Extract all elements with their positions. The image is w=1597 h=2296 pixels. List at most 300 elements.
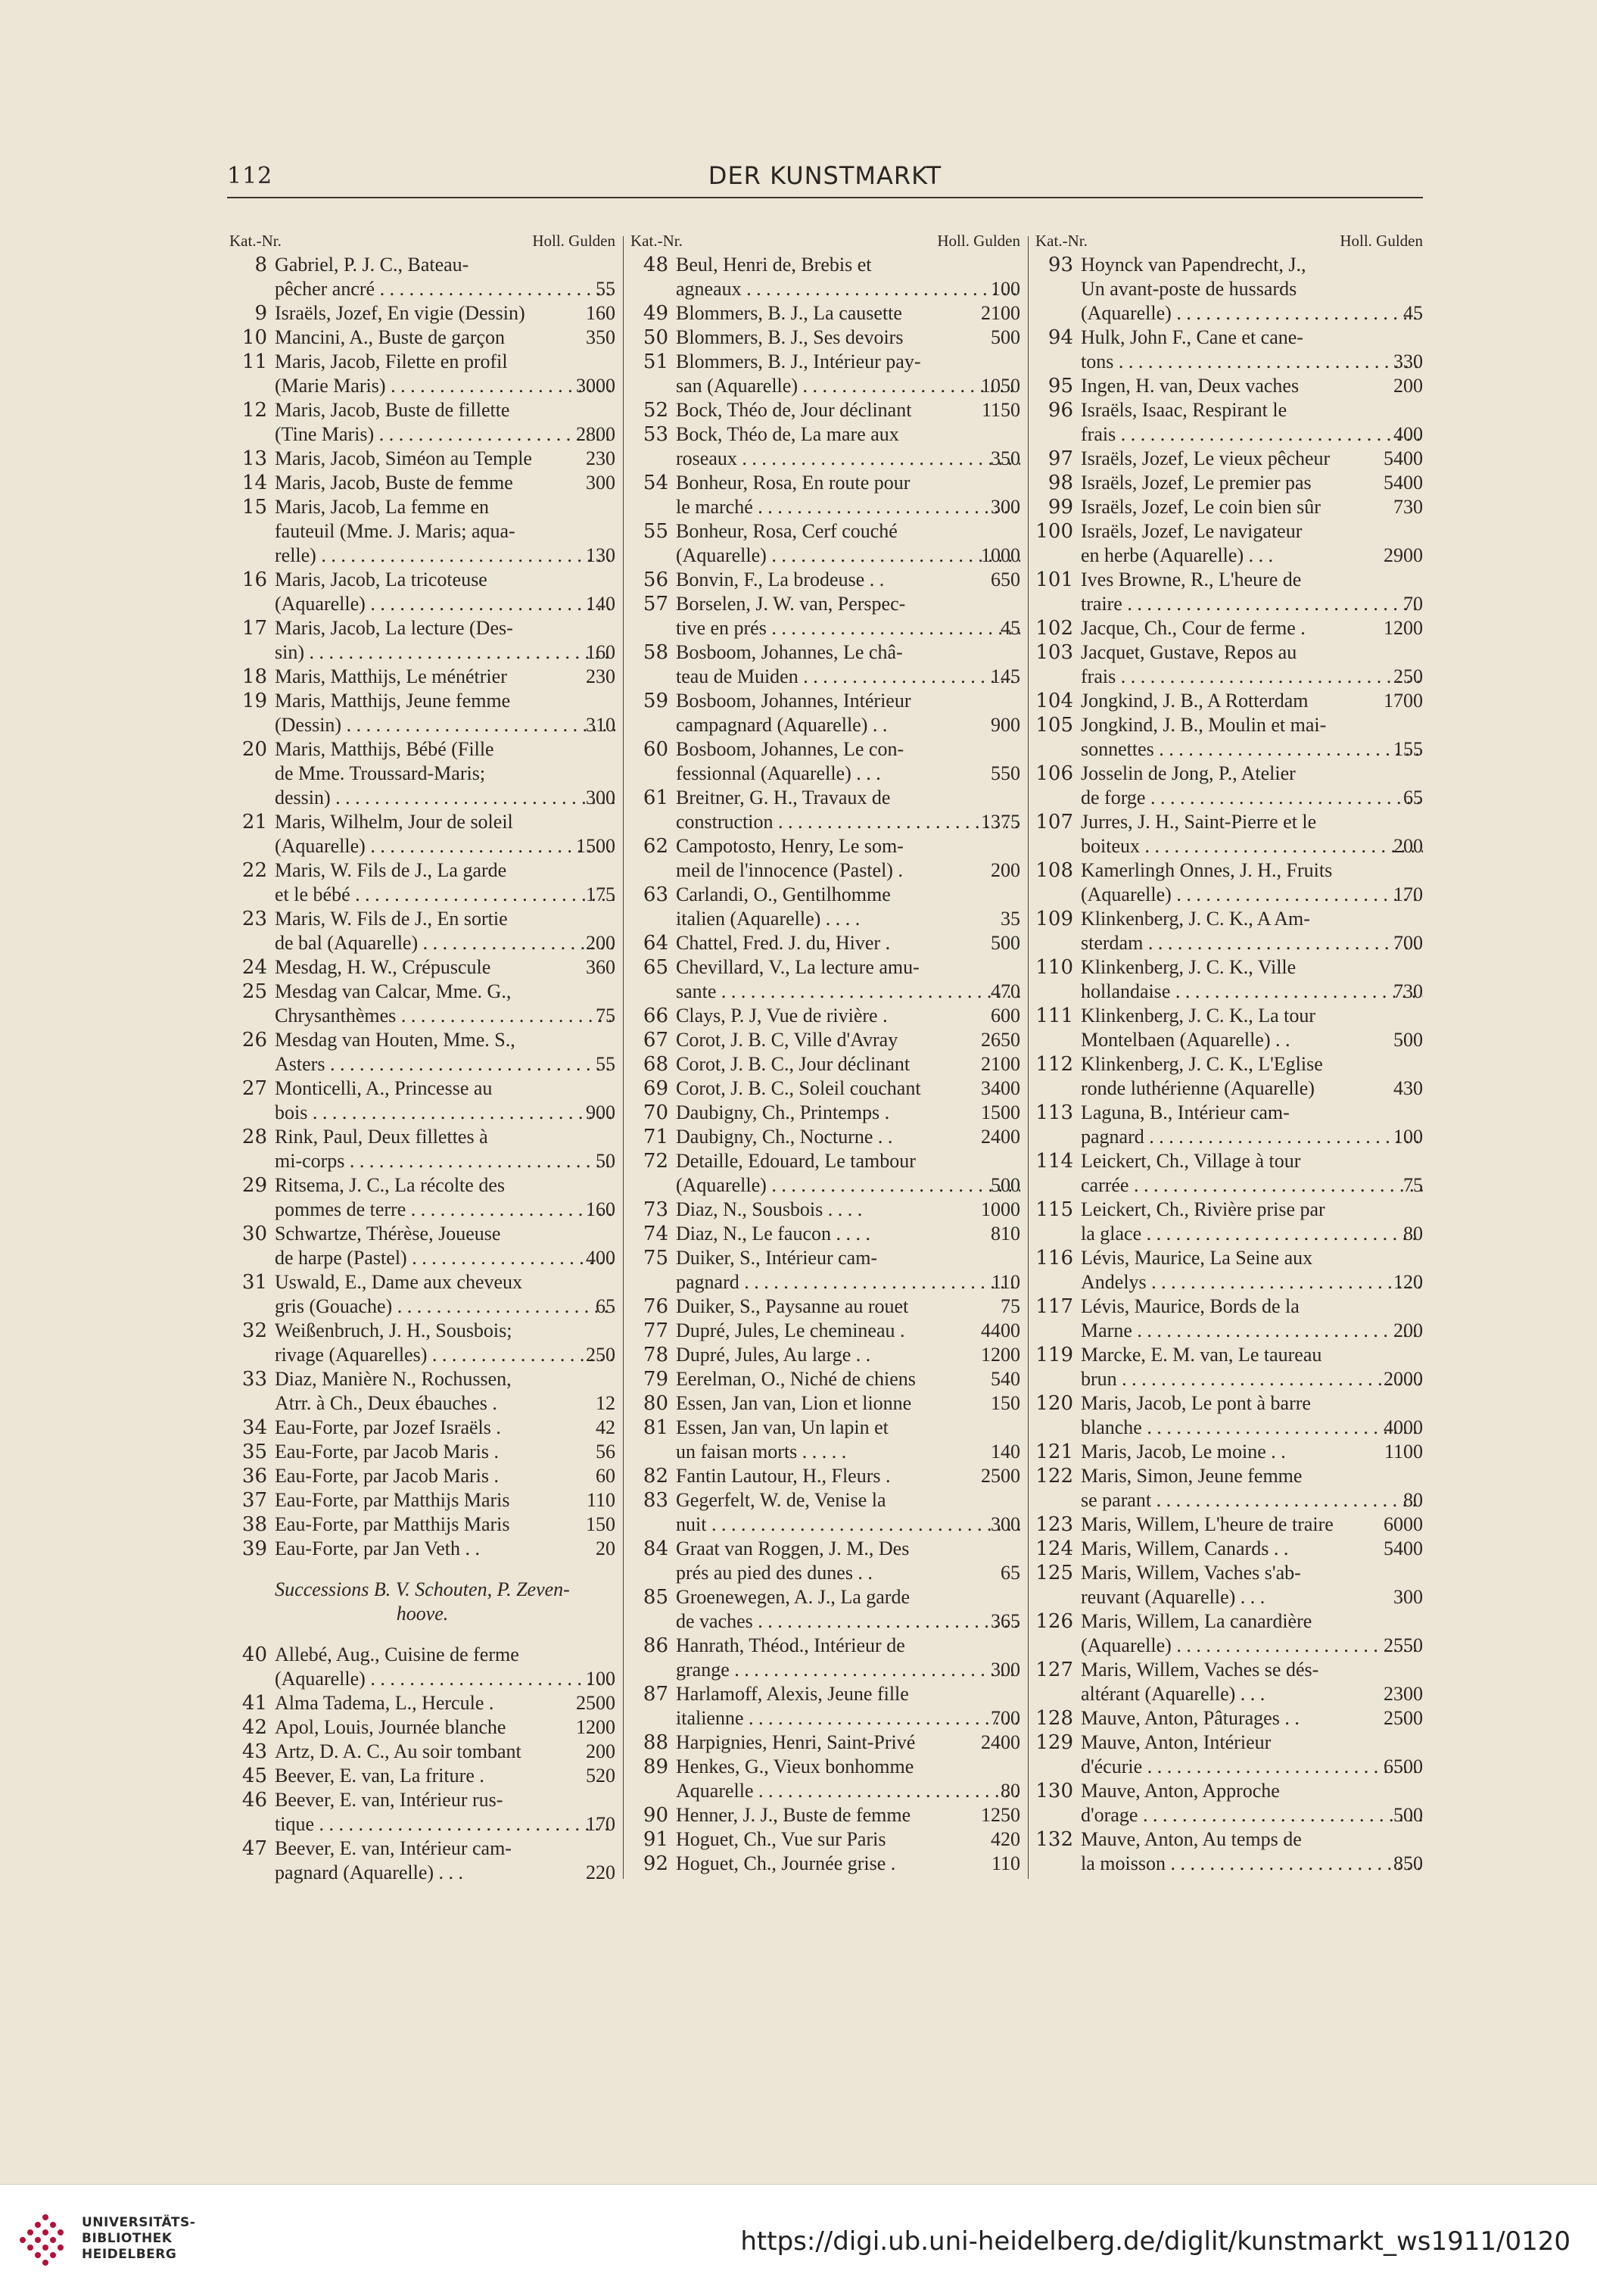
catalog-column-2 [630, 232, 1020, 1876]
catalog-entry-line [229, 495, 615, 519]
catalog-number: 95 [1048, 375, 1073, 397]
column-header [630, 232, 1020, 253]
price-gulden: 80 [1001, 1780, 1020, 1802]
entry-text: (Marie Maris) . . . [275, 374, 550, 398]
catalog-number: 76 [643, 1295, 668, 1318]
page-number: 112 [227, 163, 273, 189]
catalog-entry-line [1035, 1803, 1423, 1827]
entry-text: Eau-Forte, par Jacob Maris . [275, 1465, 500, 1487]
catalog-entry-line [630, 616, 1020, 640]
catalog-entry-line [229, 640, 615, 665]
entry-text: Montelbaen (Aquarelle) . . [1081, 1029, 1290, 1051]
catalog-number: 130 [1035, 1780, 1073, 1802]
catalog-entry-line [630, 834, 1020, 858]
catalog-entry-line [1035, 1682, 1423, 1706]
price-gulden: 110 [991, 1271, 1020, 1293]
entry-text: Corot, J. B. C., Jour déclinant [676, 1053, 911, 1075]
catalog-entry-line [630, 1004, 1020, 1028]
catalog-entry-line [630, 1561, 1020, 1585]
catalog-number: 122 [1035, 1465, 1073, 1488]
catalog-entry-line [1035, 1149, 1423, 1173]
price-gulden: 200 [586, 932, 615, 954]
entry-text: sin) . . . [275, 640, 550, 665]
catalog-entry-line [630, 1246, 1020, 1270]
entry-text: Bonheur, Rosa, En route pour [676, 472, 911, 494]
catalog-entry-line [630, 1052, 1020, 1076]
price-gulden: 70 [1403, 593, 1423, 615]
catalog-number: 128 [1035, 1707, 1073, 1730]
catalog-entry-line [229, 810, 615, 834]
catalog-number: 74 [643, 1223, 668, 1245]
entry-text: Daubigny, Ch., Nocturne . . [676, 1126, 893, 1148]
catalog-entry-line [1035, 1706, 1423, 1731]
entry-text: teau de Muiden . . . [676, 665, 955, 689]
catalog-entry-line [1035, 1779, 1423, 1803]
catalog-entry-line [1035, 519, 1423, 544]
catalog-entry-line [1035, 810, 1423, 834]
catalog-number: 85 [643, 1586, 668, 1609]
entry-text: Lévis, Maurice, La Seine aux [1081, 1247, 1313, 1269]
catalog-entry-line [1035, 592, 1423, 616]
entry-text: Maris, Jacob, Buste de fillette [275, 399, 510, 421]
entry-text: Groenewegen, A. J., La garde [676, 1586, 910, 1608]
catalog-entry-line [229, 447, 615, 471]
catalog-entry-line [630, 1537, 1020, 1561]
catalog-entry-line [1035, 1731, 1423, 1755]
catalog-entry-line [630, 1028, 1020, 1052]
catalog-number: 52 [643, 399, 668, 422]
catalog-number: 112 [1035, 1053, 1073, 1076]
price-gulden: 540 [991, 1368, 1020, 1390]
price-gulden: 520 [586, 1765, 615, 1787]
catalog-number: 120 [1035, 1392, 1073, 1415]
entry-text: de vaches . . . [676, 1609, 955, 1634]
entry-text: Mesdag van Calcar, Mme. G., [275, 980, 512, 1002]
catalog-entry-line [229, 374, 615, 398]
catalog-number: 62 [643, 835, 668, 858]
price-gulden: 500 [991, 326, 1020, 348]
catalog-entry-line [1035, 1125, 1423, 1149]
university-library-logo-icon [15, 2213, 68, 2266]
entry-text: Josselin de Jong, P., Atelier [1081, 762, 1296, 784]
catalog-number: 83 [643, 1489, 668, 1512]
entry-text: (Aquarelle) . . . [1081, 1634, 1358, 1658]
catalog-entry-line [630, 1779, 1020, 1803]
price-gulden: 250 [586, 1344, 615, 1366]
catalog-entry-line [630, 326, 1020, 350]
entry-text: et le bébé . . . [275, 883, 550, 907]
catalog-entry-line [1035, 1246, 1423, 1270]
entry-text: Maris, Jacob, Siméon au Temple [275, 447, 532, 469]
entry-text: ronde luthérienne (Aquarelle) [1081, 1077, 1315, 1099]
price-gulden: 160 [586, 641, 615, 663]
catalog-entry-line [1035, 883, 1423, 907]
catalog-entry-line [229, 1764, 615, 1788]
catalog-entry-line [1035, 1755, 1423, 1779]
catalog-entry-line [630, 447, 1020, 471]
catalog-entry-line [229, 858, 615, 883]
entry-text: Fantin Lautour, H., Fleurs . [676, 1465, 891, 1487]
price-gulden: 900 [991, 714, 1020, 736]
entry-text: nuit . . . [676, 1512, 955, 1537]
entry-text: Harlamoff, Alexis, Jeune fille [676, 1683, 909, 1705]
catalog-entry-line [229, 1294, 615, 1319]
library-name-line: UNIVERSITÄTS- [82, 2215, 196, 2230]
catalog-entry-line [1035, 1537, 1423, 1561]
entry-text: construction . . . [676, 810, 955, 834]
catalog-number: 93 [1048, 254, 1073, 276]
catalog-entry-line [229, 1173, 615, 1198]
entry-text: pommes de terre . . . [275, 1198, 550, 1222]
catalog-number: 25 [241, 980, 267, 1003]
catalog-entry-line [630, 1585, 1020, 1609]
catalog-entry-line [1035, 471, 1423, 495]
price-gulden: 500 [991, 1174, 1020, 1196]
entry-text: relle) . . . [275, 544, 550, 568]
catalog-entry-line [1035, 1198, 1423, 1222]
price-gulden: 65 [1001, 1562, 1020, 1584]
catalog-entry-line [1035, 1173, 1423, 1198]
catalog-entry-line [229, 1488, 615, 1512]
price-gulden: 700 [991, 1707, 1020, 1729]
column-header-left: Kat.-Nr. [1035, 232, 1088, 250]
entry-text: Beul, Henri de, Brebis et [676, 254, 872, 276]
catalog-entry-line [630, 762, 1020, 786]
price-gulden: 4400 [981, 1319, 1020, 1341]
entry-text: Ingen, H. van, Deux vaches [1081, 375, 1300, 397]
catalog-entry-line [630, 1852, 1020, 1876]
entry-text: d'écurie . . . [1081, 1755, 1358, 1779]
entry-text: Bosboom, Johannes, Intérieur [676, 690, 911, 712]
catalog-entry-line [630, 1416, 1020, 1440]
catalog-entry-line [630, 931, 1020, 955]
catalog-number: 88 [643, 1731, 668, 1754]
entry-text: Un avant-poste de hussards [1081, 278, 1297, 300]
entry-text: Israëls, Jozef, Le coin bien sûr [1081, 496, 1321, 518]
catalog-entry-line [630, 883, 1020, 907]
price-gulden: 3000 [576, 375, 615, 397]
entry-text: Gabriel, P. J. C., Bateau- [275, 254, 469, 276]
catalog-entry-line [1035, 907, 1423, 931]
catalog-entry-line [1035, 1488, 1423, 1512]
catalog-entry-line [630, 398, 1020, 422]
entry-text: hollandaise . . . [1081, 980, 1358, 1004]
catalog-number: 19 [241, 690, 267, 712]
entry-text: fessionnal (Aquarelle) . . . [676, 762, 881, 784]
price-gulden: 1700 [1384, 690, 1423, 712]
price-gulden: 1150 [981, 399, 1020, 421]
catalog-entry-line [1035, 1827, 1423, 1852]
entry-text: tique . . . [275, 1812, 550, 1836]
catalog-number: 9 [254, 302, 267, 325]
entry-text: campagnard (Aquarelle) . . [676, 714, 888, 736]
price-gulden: 730 [1393, 980, 1423, 1002]
catalog-entry-line [229, 1643, 615, 1667]
catalog-entry-line [229, 834, 615, 858]
entry-text: (Aquarelle) . . . [676, 544, 955, 568]
catalog-entry-line [229, 955, 615, 980]
catalog-entry-line [630, 1755, 1020, 1779]
catalog-number: 24 [241, 956, 267, 979]
entry-text: Diaz, Manière N., Rochussen, [275, 1368, 512, 1390]
entry-text: Jacquet, Gustave, Repos au [1081, 641, 1297, 663]
library-name [82, 2215, 195, 2263]
price-gulden: 1500 [981, 1101, 1020, 1123]
catalog-entry-line [229, 592, 615, 616]
section-spacer [229, 1561, 615, 1578]
price-gulden: 140 [586, 593, 615, 615]
entry-text: Klinkenberg, J. C. K., La tour [1081, 1005, 1316, 1027]
catalog-number: 54 [643, 472, 668, 494]
catalog-number: 67 [643, 1029, 668, 1051]
catalog-number: 116 [1035, 1247, 1073, 1269]
entry-text: Mauve, Anton, Au temps de [1081, 1828, 1302, 1850]
catalog-number: 31 [241, 1271, 267, 1294]
price-gulden: 810 [991, 1223, 1020, 1245]
entry-text: Laguna, B., Intérieur cam- [1081, 1101, 1290, 1123]
catalog-number: 81 [643, 1416, 668, 1439]
price-gulden: 170 [586, 1813, 615, 1835]
entry-text: Leickert, Ch., Village à tour [1081, 1150, 1301, 1172]
price-gulden: 3400 [981, 1077, 1020, 1099]
catalog-entry-line [1035, 1101, 1423, 1125]
catalog-number: 87 [643, 1683, 668, 1706]
entry-text: tons . . . [1081, 350, 1358, 374]
catalog-entry-line [229, 1715, 615, 1740]
catalog-number: 113 [1035, 1101, 1073, 1124]
entry-text: italien (Aquarelle) . . . . [676, 908, 861, 930]
price-gulden: 300 [1393, 1586, 1423, 1608]
price-gulden: 500 [991, 932, 1020, 954]
catalog-entry-line [630, 810, 1020, 834]
catalog-number: 65 [643, 956, 668, 979]
catalog-entry-line [1035, 422, 1423, 447]
entry-text: grange . . . [676, 1658, 955, 1682]
catalog-number: 125 [1035, 1562, 1073, 1584]
price-gulden: 75 [596, 1005, 615, 1027]
catalog-number: 90 [643, 1804, 668, 1827]
entry-text: Alma Tadema, L., Hercule . [275, 1692, 494, 1714]
entry-text: Maris, Willem, Canards . . [1081, 1537, 1289, 1559]
price-gulden: 310 [586, 714, 615, 736]
catalog-number: 28 [241, 1126, 267, 1148]
price-gulden: 300 [991, 496, 1020, 518]
entry-text: Henner, J. J., Buste de femme [676, 1804, 911, 1826]
catalog-number: 92 [643, 1852, 668, 1875]
entry-text: Maris, Willem, L'heure de traire [1081, 1513, 1334, 1535]
entry-text: Jongkind, J. B., Moulin et mai- [1081, 714, 1327, 736]
catalog-number: 114 [1035, 1150, 1073, 1173]
catalog-entry-line [1035, 447, 1423, 471]
entry-text: un faisan morts . . . . . [676, 1441, 847, 1463]
catalog-entry-line [229, 398, 615, 422]
library-name-line: BIBLIOTHEK [82, 2231, 173, 2246]
catalog-entry-line [1035, 1004, 1423, 1028]
entry-text: sterdam . . . [1081, 931, 1358, 955]
catalog-entry-line [1035, 1585, 1423, 1609]
catalog-entry-line [630, 858, 1020, 883]
catalog-column-3 [1035, 232, 1423, 1876]
entry-text: Rink, Paul, Deux fillettes à [275, 1126, 488, 1148]
catalog-entry-line [229, 1391, 615, 1416]
catalog-entry-line [229, 907, 615, 931]
price-gulden: 160 [586, 1198, 615, 1220]
entry-text: Borselen, J. W. van, Perspec- [676, 593, 906, 615]
entry-text: mi-corps . . . [275, 1149, 550, 1173]
entry-text: brun . . . [1081, 1367, 1358, 1391]
catalog-number: 129 [1035, 1731, 1073, 1754]
catalog-entry-line [630, 1609, 1020, 1634]
catalog-number: 106 [1035, 762, 1073, 785]
catalog-entry-line [1035, 1658, 1423, 1682]
entry-text: Mesdag van Houten, Mme. S., [275, 1029, 515, 1051]
catalog-entry-line [630, 1512, 1020, 1537]
catalog-entry-line [630, 568, 1020, 592]
price-gulden: 300 [991, 1513, 1020, 1535]
catalog-number: 55 [643, 520, 668, 543]
catalog-entry-line [1035, 786, 1423, 810]
catalog-number: 36 [241, 1465, 267, 1488]
entry-text: Leickert, Ch., Rivière prise par [1081, 1198, 1325, 1220]
entry-text: Gegerfelt, W. de, Venise la [676, 1489, 886, 1511]
catalog-entry-line [229, 1788, 615, 1812]
catalog-entry-line [1035, 544, 1423, 568]
catalog-entry-line [630, 1076, 1020, 1101]
catalog-entry-line [229, 1512, 615, 1537]
catalog-entry-line [229, 301, 615, 326]
entry-text: Clays, P. J, Vue de rivière . [676, 1005, 888, 1027]
catalog-entry-line [1035, 616, 1423, 640]
entry-text: Maris, Wilhelm, Jour de soleil [275, 811, 513, 833]
entry-text: Ritsema, J. C., La récolte des [275, 1174, 505, 1196]
catalog-entry-line [229, 1367, 615, 1391]
catalog-number: 110 [1035, 956, 1073, 979]
catalog-entry-line [630, 689, 1020, 713]
catalog-entry-line [229, 1740, 615, 1764]
entry-text: (Aquarelle) . . . [275, 1667, 550, 1691]
entry-text: Chattel, Fred. J. du, Hiver . [676, 932, 891, 954]
catalog-entry-line [630, 1391, 1020, 1416]
catalog-number: 33 [241, 1368, 267, 1391]
catalog-entry-line [630, 1125, 1020, 1149]
entry-text: de forge . . . [1081, 786, 1358, 810]
catalog-number: 123 [1035, 1513, 1073, 1536]
entry-text: Asters . . . [275, 1052, 550, 1076]
entry-text: Andelys . . . [1081, 1270, 1358, 1294]
price-gulden: 65 [1403, 787, 1423, 808]
entry-text: Harpignies, Henri, Saint-Privé [676, 1731, 916, 1753]
price-gulden: 250 [1393, 665, 1423, 687]
catalog-entry-line [1035, 1852, 1423, 1876]
price-gulden: 1200 [1384, 617, 1423, 639]
catalog-entry-line [229, 1667, 615, 1691]
price-gulden: 350 [991, 447, 1020, 469]
price-gulden: 300 [991, 1659, 1020, 1681]
entry-text: (Dessin) . . . [275, 713, 550, 737]
entry-text: reuvant (Aquarelle) . . . [1081, 1586, 1265, 1608]
catalog-number: 91 [643, 1828, 668, 1851]
catalog-entry-line [630, 1173, 1020, 1198]
entry-text: Hoguet, Ch., Vue sur Paris [676, 1828, 886, 1850]
price-gulden: 360 [586, 956, 615, 978]
entry-text: Beever, E. van, Intérieur rus- [275, 1789, 503, 1811]
price-gulden: 2800 [576, 423, 615, 445]
catalog-entry-line [229, 1004, 615, 1028]
column-divider [623, 236, 624, 1879]
price-gulden: 2500 [981, 1465, 1020, 1487]
catalog-entry-line [229, 737, 615, 762]
running-title: DER KUNSTMARKT [708, 161, 942, 190]
price-gulden: 6500 [1384, 1755, 1423, 1777]
library-name-line: HEIDELBERG [82, 2247, 177, 2262]
price-gulden: 45 [1001, 617, 1020, 639]
catalog-number: 46 [241, 1789, 267, 1812]
catalog-number: 100 [1035, 520, 1073, 543]
price-gulden: 145 [991, 665, 1020, 687]
header-rule [227, 197, 1423, 198]
catalog-entry-line [229, 665, 615, 689]
catalog-entry-line [229, 1149, 615, 1173]
catalog-entry-line [1035, 1609, 1423, 1634]
entry-text: Duiker, S., Paysanne au rouet [676, 1295, 909, 1317]
price-gulden: 420 [991, 1828, 1020, 1850]
price-gulden: 35 [1001, 908, 1020, 930]
entry-text: tive en prés . . . [676, 616, 955, 640]
catalog-number: 121 [1035, 1441, 1073, 1463]
entry-text: Maris, Willem, Vaches se dés- [1081, 1659, 1319, 1681]
catalog-number: 11 [241, 350, 267, 373]
price-gulden: 100 [1393, 1126, 1423, 1148]
catalog-entry-line [630, 519, 1020, 544]
catalog-entry-line [229, 1125, 615, 1149]
catalog-entry-line [1035, 1028, 1423, 1052]
catalog-entry-line [229, 1343, 615, 1367]
catalog-number: 26 [241, 1029, 267, 1051]
entry-text: pagnard . . . [1081, 1125, 1358, 1149]
price-gulden: 730 [1393, 496, 1423, 518]
catalog-entry-line [630, 1634, 1020, 1658]
catalog-number: 42 [241, 1716, 267, 1739]
entry-text: Israëls, Isaac, Respirant le [1081, 399, 1287, 421]
section-heading: hoove. [396, 1603, 449, 1625]
permalink-url[interactable]: https://digi.ub.uni-heidelberg.de/diglit/kunstmarkt_ws1911/0120 [740, 2226, 1571, 2257]
price-gulden: 200 [991, 859, 1020, 881]
catalog-entry-line [1035, 1294, 1423, 1319]
entry-text: Maris, W. Fils de J., En sortie [275, 908, 508, 930]
entry-text: frais . . . [1081, 665, 1358, 689]
catalog-number: 96 [1048, 399, 1073, 422]
entry-text: Mauve, Anton, Approche [1081, 1780, 1280, 1802]
entry-text: pagnard . . . [676, 1270, 955, 1294]
price-gulden: 200 [1393, 1319, 1423, 1341]
catalog-entry-line [630, 544, 1020, 568]
catalog-entry-line [1035, 277, 1423, 301]
catalog-number: 107 [1035, 811, 1073, 833]
price-gulden: 45 [1403, 302, 1423, 324]
entry-text: d'orage . . . [1081, 1803, 1358, 1827]
catalog-entry-line [229, 544, 615, 568]
entry-text: Beever, E. van, Intérieur cam- [275, 1837, 512, 1859]
price-gulden: 6000 [1384, 1513, 1423, 1535]
price-gulden: 175 [586, 883, 615, 905]
entry-text: (Aquarelle) . . . [1081, 883, 1358, 907]
entry-text: blanche . . . [1081, 1416, 1358, 1440]
price-gulden: 200 [1393, 375, 1423, 397]
entry-text: se parant . . . [1081, 1488, 1358, 1512]
entry-text: Maris, Willem, La canardière [1081, 1610, 1312, 1632]
entry-text: Eau-Forte, par Matthijs Maris [275, 1513, 510, 1535]
catalog-entry-line [630, 640, 1020, 665]
